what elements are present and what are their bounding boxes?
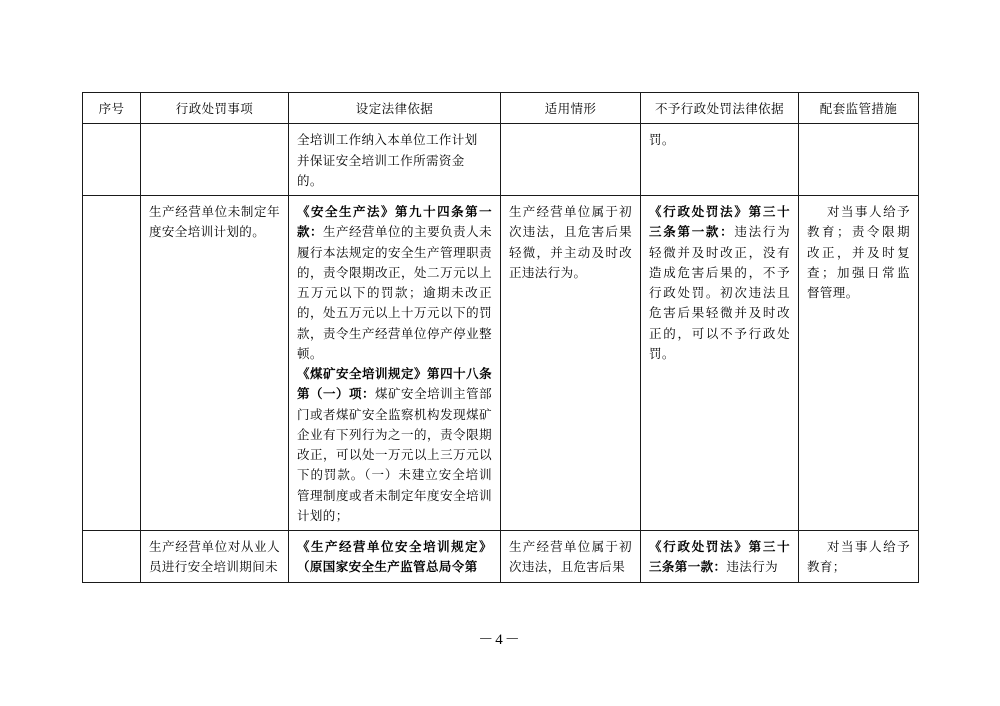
basis-law-title-1: 《安全生产法》第九十四条第一款： [297,205,492,240]
no-penalty-law-title: 《行政处罚法》第三十三条第一款： [649,205,790,240]
table-row [83,196,919,531]
basis-paragraph-1 [297,202,492,364]
cell-legal-basis [289,124,501,196]
page-number: －4－ [478,632,522,648]
no-penalty-law-title-2: 《行政处罚法》第三十三条第一款： [649,540,790,575]
cell-seq [83,531,141,583]
column-header-no-penalty-basis: 不予行政处罚法律依据 [641,93,799,124]
no-penalty-law-text: 违法行为轻微并及时改正，没有造成危害后果的，不予行政处罚。初次违法且危害后果轻微并及时改正的，可以不予行政处罚。 [649,225,790,361]
penalty-table [82,92,919,583]
cell-no-penalty-basis [641,531,799,583]
cell-item [141,124,289,196]
cell-supporting-measures: 对当事人给予教育； [799,531,919,583]
basis-paragraph-2 [297,364,492,526]
cell-applicable-case: 生产经营单位属于初次违法，且危害后果轻微，并主动及时改正违法行为。 [501,196,641,531]
column-header-legal-basis: 设定法律依据 [289,93,501,124]
cell-supporting-measures [799,124,919,196]
cell-legal-basis [289,531,501,583]
cell-legal-basis [289,196,501,531]
basis-line-1: 全培训工作纳入本单位工作计划 [297,133,478,148]
cell-applicable-case: 生产经营单位属于初次违法，且危害后果 [501,531,641,583]
column-header-item: 行政处罚事项 [141,93,289,124]
table-row [83,124,919,196]
column-header-seq: 序号 [83,93,141,124]
cell-item: 生产经营单位对从业人员进行安全培训期间未 [141,531,289,583]
cell-no-penalty-basis [641,196,799,531]
cell-item: 生产经营单位未制定年度安全培训计划的。 [141,196,289,531]
basis-law-text-1: 生产经营单位的主要负责人未履行本法规定的安全生产管理职责的，责令限期改正，处二万元以上五万元以下的罚款；逾期未改正的，处五万元以上十万元以下的罚款，责令生产经营单位停产停业整顿。 [297,225,492,361]
cell-seq [83,196,141,531]
table-row [83,531,919,583]
basis-line-3: 的。 [297,173,323,188]
basis-law-title-3: 《生产经营单位安全培训规定》（原国家安全生产监管总局令第 [297,540,492,575]
cell-seq [83,124,141,196]
column-header-supporting-measures: 配套监管措施 [799,93,919,124]
cell-supporting-measures: 对当事人给予教育；责令限期改正，并及时复查；加强日常监督管理。 [799,196,919,531]
basis-law-title-2: 《煤矿安全培训规定》第四十八条第（一）项： [297,367,492,402]
table-header-row [83,93,919,124]
cell-applicable-case [501,124,641,196]
basis-law-text-2: 煤矿安全培训主管部门或者煤矿安全监察机构发现煤矿企业有下列行为之一的，责令限期改正，可以处一万元以上三万元以下的罚款。（一）未建立安全培训管理制度或者未制定年度安全培训计划的； [297,387,492,523]
no-penalty-law-text-2: 违法行为 [726,560,779,575]
basis-line-2: 并保证安全培训工作所需资金 [297,153,465,168]
cell-no-penalty-basis: 罚。 [641,124,799,196]
column-header-applicable-case: 适用情形 [501,93,641,124]
